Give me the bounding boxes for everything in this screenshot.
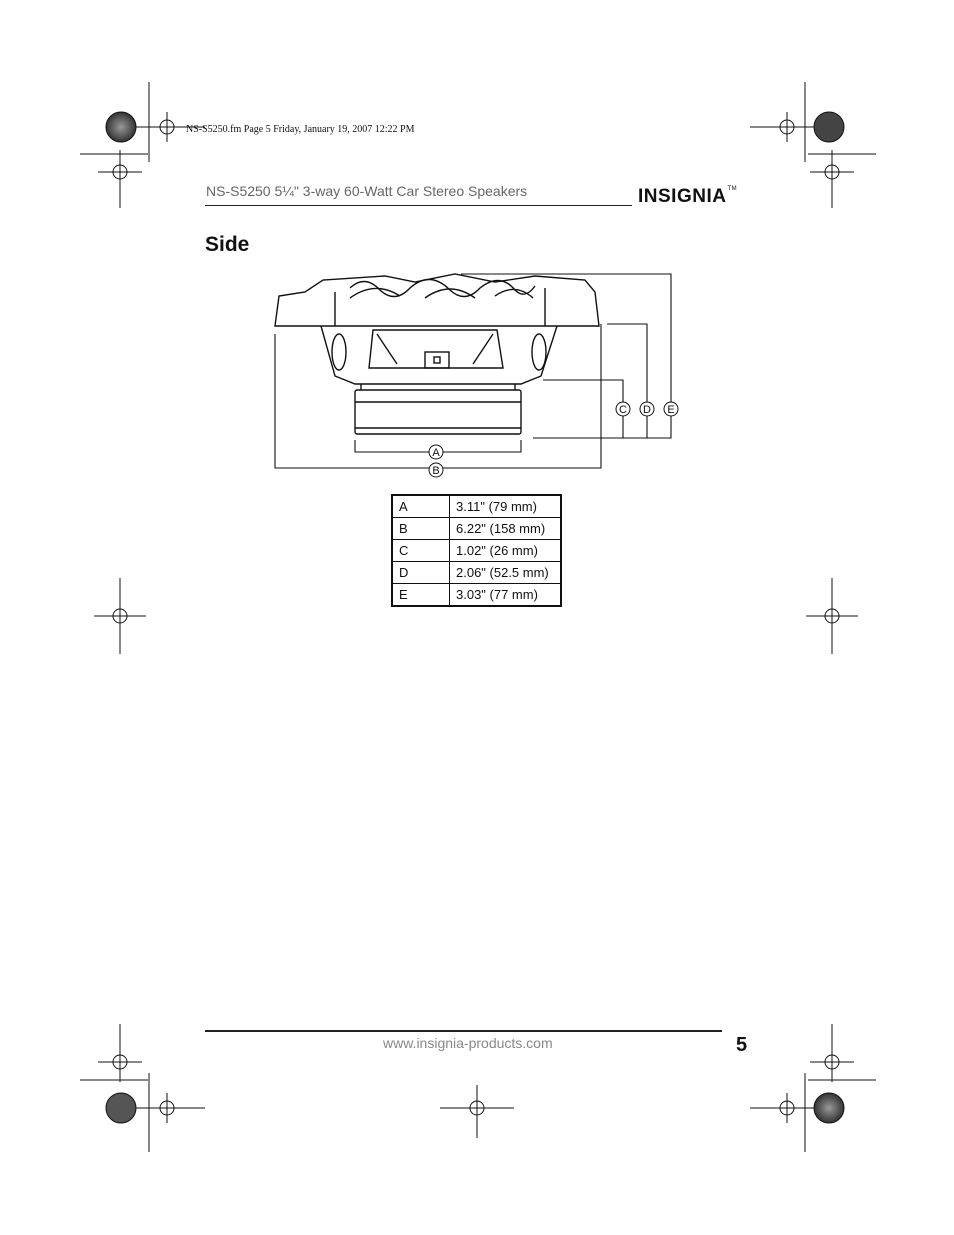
dimensions-table xyxy=(391,494,562,607)
table-row xyxy=(392,562,561,584)
dimension-line-e xyxy=(461,274,671,438)
star-target-top-left xyxy=(106,112,136,142)
footer-rule xyxy=(205,1030,722,1032)
callout-d: D xyxy=(643,404,651,416)
callout-c: C xyxy=(619,404,627,416)
logo-text: INSIGNIA xyxy=(638,186,727,207)
header-rule xyxy=(205,205,632,206)
dimension-key: B xyxy=(392,518,450,540)
footer-url[interactable]: www.insignia-products.com xyxy=(383,1035,553,1051)
table-row xyxy=(392,540,561,562)
callout-b: B xyxy=(432,465,440,477)
insignia-logo xyxy=(638,186,737,208)
dimension-value: 3.11" (79 mm) xyxy=(450,495,562,518)
dimension-value: 3.03" (77 mm) xyxy=(450,584,562,607)
star-target-bottom-right xyxy=(814,1093,844,1123)
star-target-top-right xyxy=(814,112,844,142)
crosshair-mark-bottom-right-outer xyxy=(808,1024,876,1082)
crosshair-mark-top-left-outer xyxy=(80,150,148,208)
table-row xyxy=(392,495,561,518)
crosshair-mark-top-left-inner xyxy=(130,82,205,162)
crosshair-mark-top-right-outer xyxy=(808,150,876,208)
crosshair-mark-middle-left xyxy=(94,578,146,654)
page-number: 5 xyxy=(736,1034,748,1056)
crosshair-mark-bottom-right-inner xyxy=(750,1073,825,1152)
print-stamp: NS-S5250.fm Page 5 Friday, January 19, 2007 12:22 PM xyxy=(186,124,415,135)
crosshair-mark-bottom-center xyxy=(440,1085,514,1138)
star-target-bottom-left xyxy=(106,1093,136,1123)
section-heading: Side xyxy=(205,233,250,256)
crosshair-mark-bottom-left-outer xyxy=(80,1024,148,1082)
dimension-line-c xyxy=(533,380,623,438)
dimension-value: 6.22" (158 mm) xyxy=(450,518,562,540)
crosshair-mark-middle-right xyxy=(806,578,858,654)
crosshair-mark-top-right-inner xyxy=(750,82,825,162)
speaker-grille-outline xyxy=(275,274,599,326)
table-row xyxy=(392,518,561,540)
dimension-key: A xyxy=(392,495,450,518)
crosshair-mark-bottom-left-inner xyxy=(130,1073,205,1152)
table-row xyxy=(392,584,561,607)
speaker-side-diagram xyxy=(265,268,685,483)
callout-a: A xyxy=(432,447,440,459)
dimension-line-d xyxy=(607,324,647,438)
dimension-key: E xyxy=(392,584,450,607)
logo-trademark: TM xyxy=(727,186,738,192)
header-title: NS-S5250 5¼" 3-way 60-Watt Car Stereo Speakers xyxy=(206,183,528,199)
callout-e: E xyxy=(667,404,675,416)
dimension-key: D xyxy=(392,562,450,584)
dimension-value: 2.06" (52.5 mm) xyxy=(450,562,562,584)
dimension-key: C xyxy=(392,540,450,562)
speaker-basket xyxy=(321,326,557,384)
dimension-value: 1.02" (26 mm) xyxy=(450,540,562,562)
